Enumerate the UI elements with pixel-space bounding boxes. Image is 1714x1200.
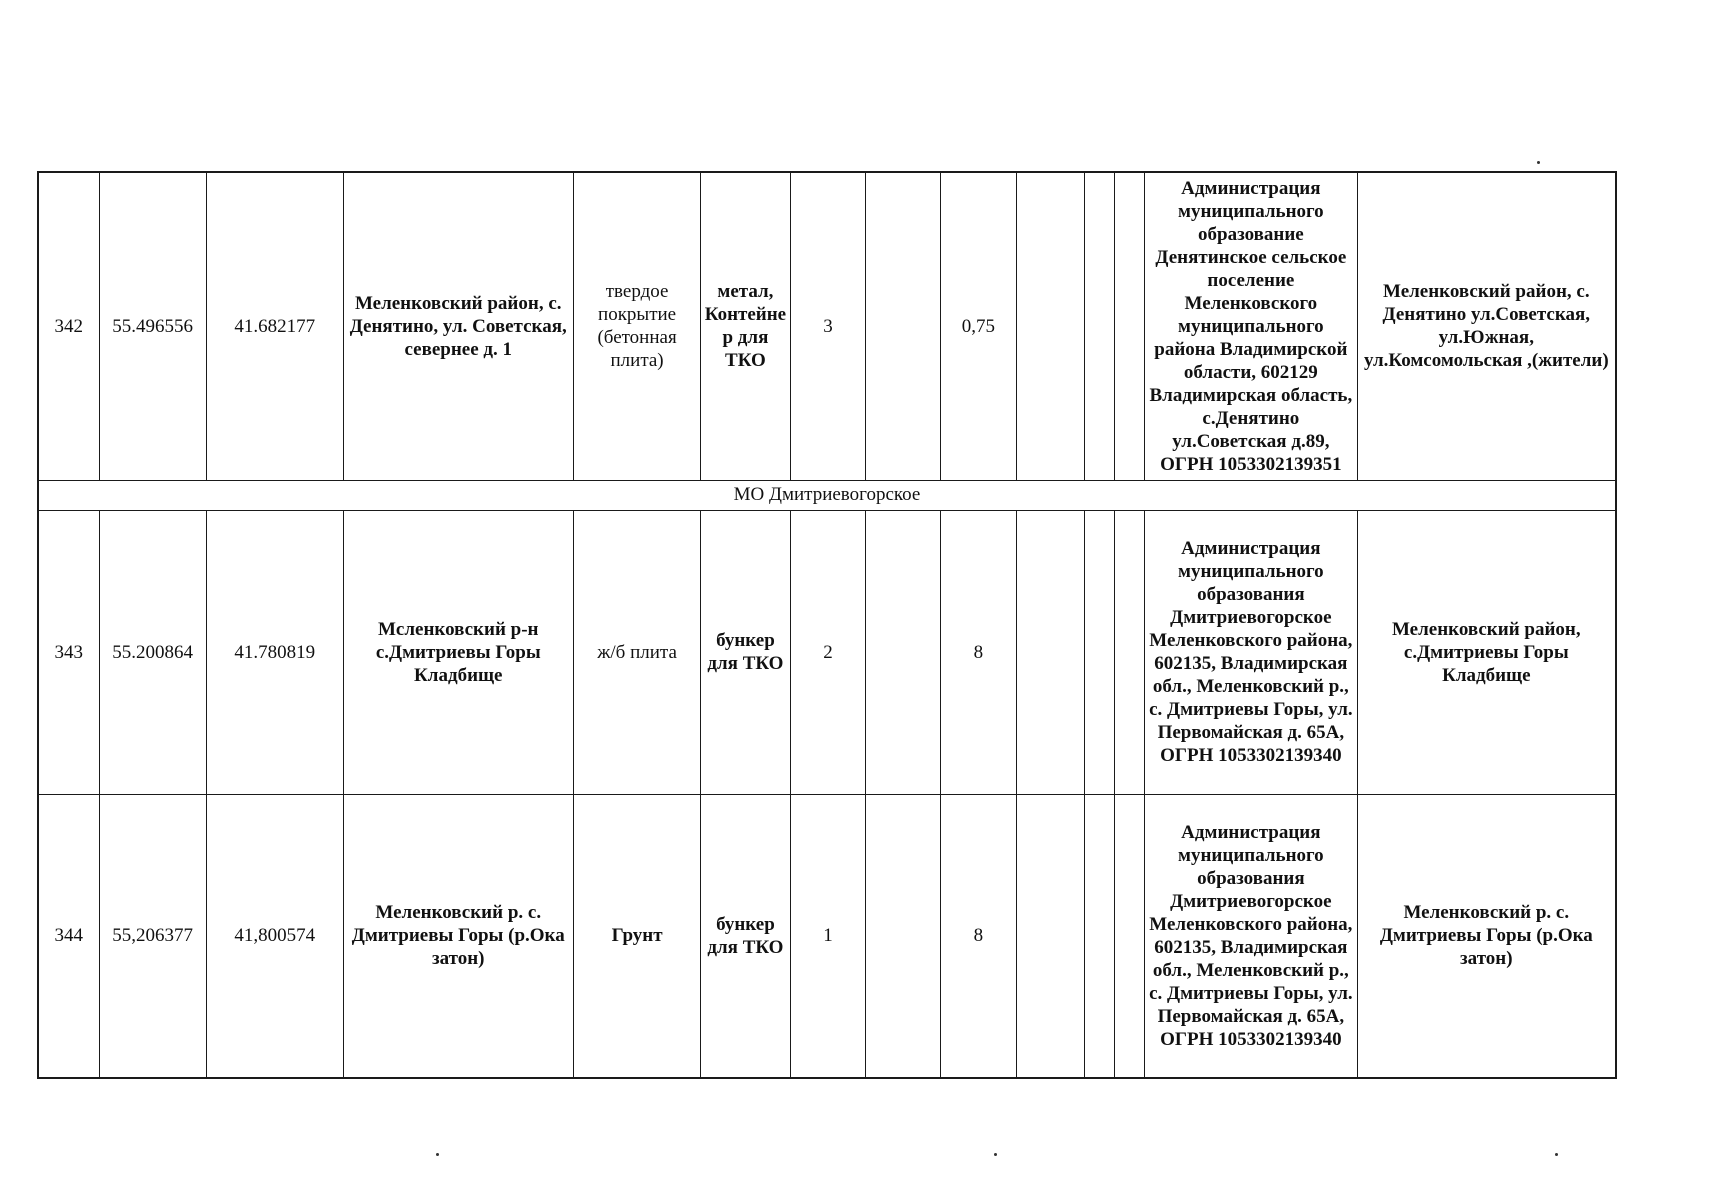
row-number-cell: 343 — [38, 510, 99, 794]
row-number-cell: 344 — [38, 794, 99, 1078]
container-count-cell: 2 — [790, 510, 866, 794]
scan-speck — [1555, 1153, 1558, 1156]
empty-cell — [1085, 172, 1114, 480]
owner-cell: Администрация муниципального образования Дмитриевогорское Меленковского района, 602135, Владимирская обл., Меленковский р., с. Дмитриевы Горы, ул. Первомайская д. 65А, ОГРН 1053302139340 — [1145, 510, 1358, 794]
empty-cell — [1016, 172, 1084, 480]
scan-speck — [1537, 161, 1540, 164]
empty-cell — [1085, 794, 1114, 1078]
waste-sites-table — [37, 171, 1617, 1079]
container-type-cell: бункер для ТКО — [701, 510, 790, 794]
waste-sources-cell: Меленковский район, с. Денятино ул.Советская, ул.Южная, ул.Комсомольская ,(жители) — [1357, 172, 1616, 480]
latitude-cell: 55,206377 — [99, 794, 206, 1078]
owner-cell: Администрация муниципального образование Денятинское сельское поселение Меленковского муниципального района Владимирской области, 602129 Владимирская область, с.Денятино ул.Советская д.89, ОГРН 1053302139351 — [1145, 172, 1358, 480]
document-sheet — [37, 171, 1617, 1079]
owner-cell: Администрация муниципального образования Дмитриевогорское Меленковского района, 602135, Владимирская обл., Меленковский р., с. Дмитриевы Горы, ул. Первомайская д. 65А, ОГРН 1053302139340 — [1145, 794, 1358, 1078]
volume-cell: 8 — [941, 510, 1017, 794]
empty-cell — [866, 172, 941, 480]
section-title: МО Дмитриевогорское — [38, 480, 1616, 510]
longitude-cell: 41.682177 — [206, 172, 343, 480]
container-type-cell: бункер для ТКО — [701, 794, 790, 1078]
waste-sources-cell: Меленковский район, с.Дмитриевы Горы Кладбище — [1357, 510, 1616, 794]
latitude-cell: 55.496556 — [99, 172, 206, 480]
table-row — [38, 794, 1616, 1078]
volume-cell: 0,75 — [941, 172, 1017, 480]
row-number-cell: 342 — [38, 172, 99, 480]
empty-cell — [866, 510, 941, 794]
waste-sources-cell: Меленковский р. с. Дмитриевы Горы (р.Ока затон) — [1357, 794, 1616, 1078]
scan-speck — [436, 1153, 439, 1156]
table-row — [38, 172, 1616, 480]
longitude-cell: 41.780819 — [206, 510, 343, 794]
empty-cell — [1016, 794, 1084, 1078]
scan-speck — [994, 1153, 997, 1156]
container-type-cell: метал, Контейнер для ТКО — [701, 172, 790, 480]
empty-cell — [866, 794, 941, 1078]
empty-cell — [1114, 510, 1145, 794]
empty-cell — [1016, 510, 1084, 794]
surface-cell: твердое покрытие (бетонная плита) — [573, 172, 700, 480]
empty-cell — [1085, 510, 1114, 794]
surface-cell: ж/б плита — [573, 510, 700, 794]
container-count-cell: 1 — [790, 794, 866, 1078]
empty-cell — [1114, 172, 1145, 480]
latitude-cell: 55.200864 — [99, 510, 206, 794]
address-cell: Мсленковский р-н с.Дмитриевы Горы Кладбище — [343, 510, 573, 794]
volume-cell: 8 — [941, 794, 1017, 1078]
empty-cell — [1114, 794, 1145, 1078]
address-cell: Меленковский район, с. Денятино, ул. Советская, севернее д. 1 — [343, 172, 573, 480]
address-cell: Меленковский р. с. Дмитриевы Горы (р.Ока затон) — [343, 794, 573, 1078]
surface-cell: Грунт — [573, 794, 700, 1078]
table-row — [38, 510, 1616, 794]
section-row — [38, 480, 1616, 510]
container-count-cell: 3 — [790, 172, 866, 480]
longitude-cell: 41,800574 — [206, 794, 343, 1078]
